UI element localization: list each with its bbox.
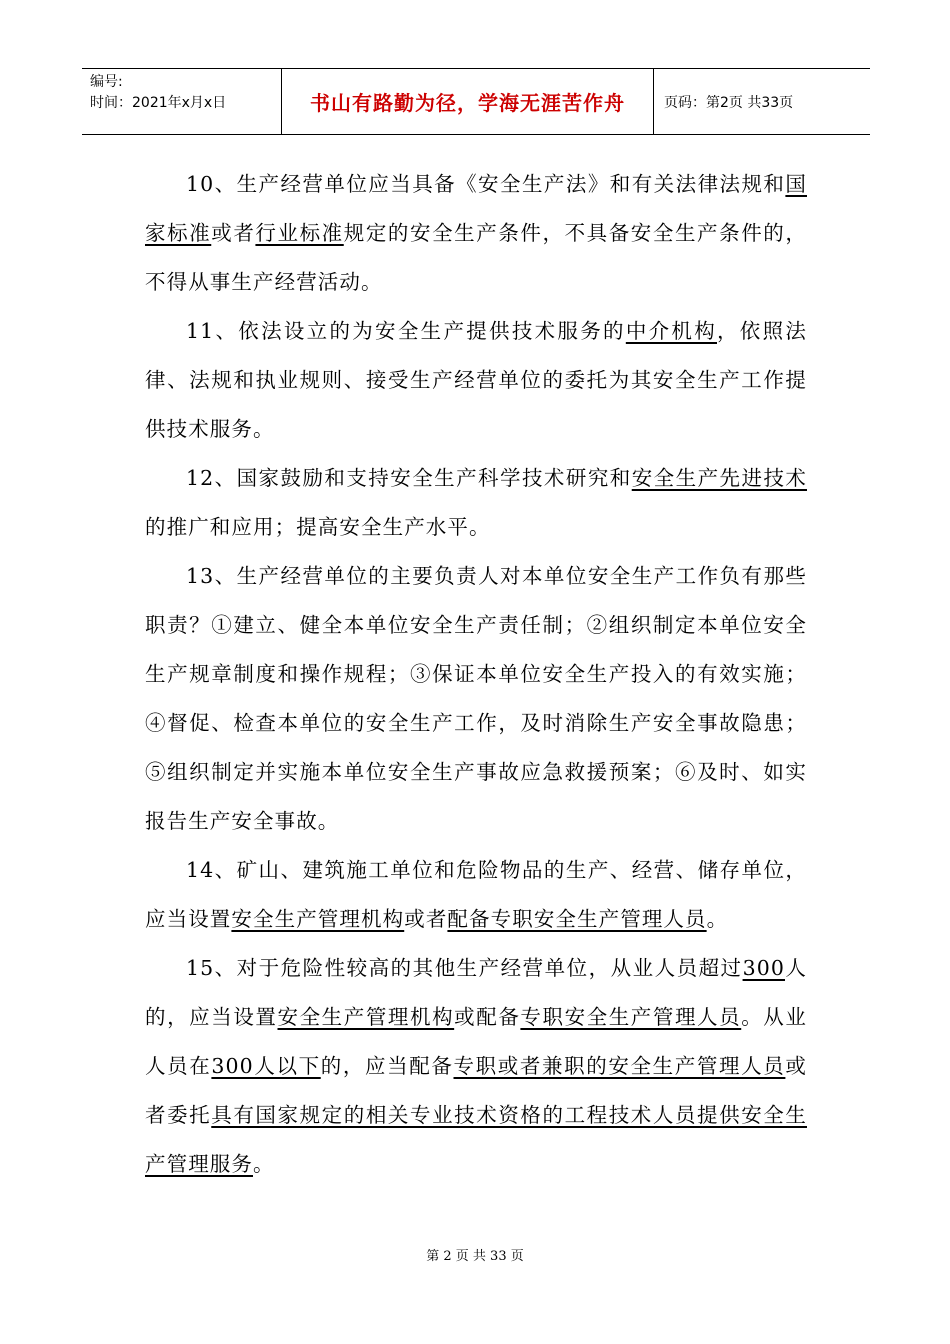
text-segment: 11、依法设立的为安全生产提供技术服务的 bbox=[186, 319, 626, 343]
underlined-term: 配备专职安全生产管理人员 bbox=[447, 907, 707, 931]
underlined-term: 行业标准 bbox=[255, 221, 344, 245]
paragraph-6 bbox=[145, 944, 807, 1189]
document-body bbox=[145, 160, 807, 1189]
page-header bbox=[82, 68, 870, 135]
underlined-term: 安全生产先进技术 bbox=[631, 466, 807, 490]
underlined-term: 中介机构 bbox=[625, 319, 717, 343]
text-segment: 的推广和应用；提高安全生产水平。 bbox=[145, 515, 491, 539]
text-segment: 。从业人员在 bbox=[145, 1005, 807, 1078]
text-segment: 或者 bbox=[404, 907, 448, 931]
text-segment: ，依照法律、法规和执业规则、接受生产经营单位的委托为其安全生产工作提供技术服务。 bbox=[145, 319, 807, 441]
underlined-term: 安全生产管理机构 bbox=[277, 1005, 455, 1029]
text-segment: 15、对于危险性较高的其他生产经营单位，从业人员超过 bbox=[186, 956, 743, 980]
text-segment: 规定的安全生产条件，不具备安全生产条件的，不得从事生产经营活动。 bbox=[145, 221, 807, 294]
text-segment: 。 bbox=[253, 1152, 275, 1176]
underlined-term: 具有国家规定的相关专业技术资格的工程技术人员提供安全生产管理服务 bbox=[145, 1103, 807, 1176]
paragraph-5 bbox=[145, 846, 807, 944]
header-page-info: 页码：第2页 共33页 bbox=[664, 94, 794, 111]
underlined-term: 专职安全生产管理人员 bbox=[520, 1005, 742, 1029]
underlined-term: 安全生产管理机构 bbox=[231, 907, 405, 931]
underlined-term: 国家标准 bbox=[145, 172, 807, 245]
paragraph-1 bbox=[145, 160, 807, 307]
underlined-term: 专职或者兼职的安全生产管理人员 bbox=[453, 1054, 786, 1078]
text-segment: 的，应当配备 bbox=[320, 1054, 454, 1078]
paragraph-2 bbox=[145, 307, 807, 454]
underlined-term: 300人以下 bbox=[211, 1054, 321, 1078]
header-motto: 书山有路勤为径，学海无涯苦作舟 bbox=[282, 69, 654, 134]
underlined-term: 300 bbox=[742, 956, 785, 980]
document-time-label: 时间：2021年x月x日 bbox=[90, 95, 227, 111]
text-segment: 或者 bbox=[211, 221, 256, 245]
document-number-label: 编号: bbox=[90, 74, 123, 90]
page-footer: 第 2 页 共 33 页 bbox=[426, 1249, 524, 1264]
text-segment: 13、生产经营单位的主要负责人对本单位安全生产工作负有那些职责？①建立、健全本单位安全生产责任制；②组织制定本单位安全生产规章制度和操作规程；③保证本单位安全生产投入的有效实施；④督促、检查本单位的安全生产工作，及时消除生产安全事故隐患；⑤组织制定并实施本单位安全生产事故应急救援预案；⑥及时、如实报告生产安全事故。 bbox=[145, 564, 807, 833]
text-segment: 人的，应当设置 bbox=[145, 956, 807, 1029]
paragraph-3 bbox=[145, 454, 807, 552]
text-segment: 10、生产经营单位应当具备《安全生产法》和有关法律法规和 bbox=[186, 172, 786, 196]
text-segment: 。 bbox=[706, 907, 729, 931]
text-segment: 或者委托 bbox=[145, 1054, 808, 1127]
text-segment: 14、矿山、建筑施工单位和危险物品的生产、经营、储存单位，应当设置 bbox=[145, 858, 807, 931]
paragraph-4 bbox=[145, 552, 807, 846]
header-meta bbox=[82, 69, 282, 134]
text-segment: 或配备 bbox=[454, 1005, 521, 1029]
text-segment: 12、国家鼓励和支持安全生产科学技术研究和 bbox=[186, 466, 632, 490]
